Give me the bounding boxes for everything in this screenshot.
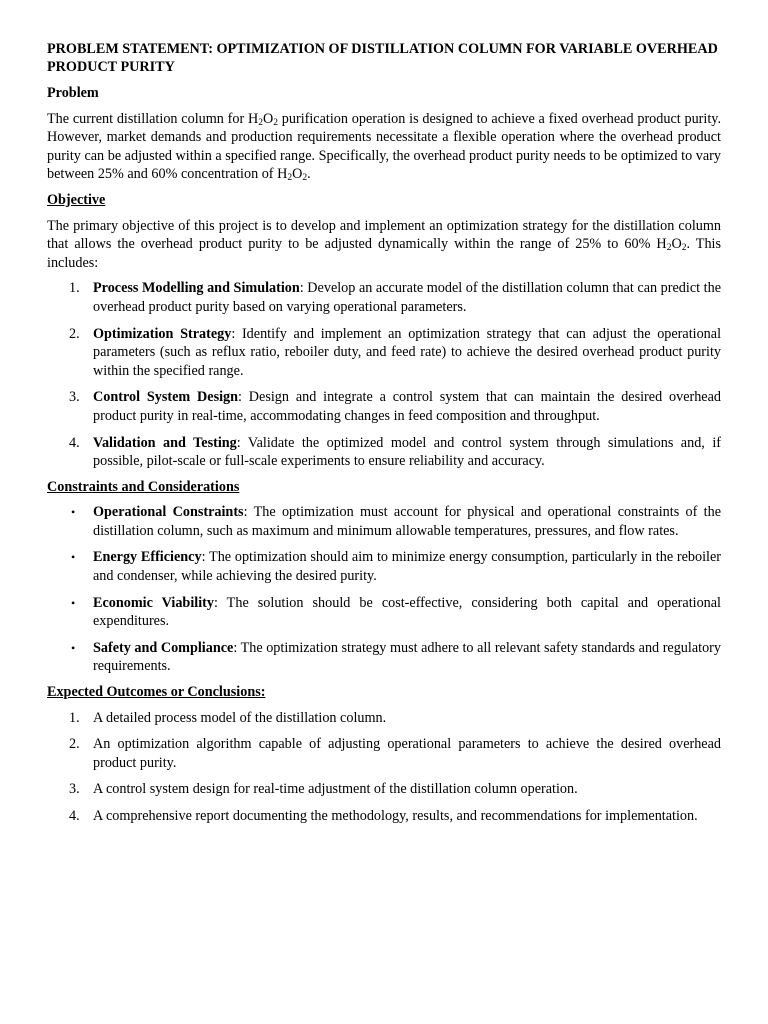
list-number: 2.: [69, 325, 80, 342]
list-number: 2.: [69, 736, 80, 753]
objective-item-term: Control System Design: [93, 389, 239, 406]
constraints-list: [47, 503, 721, 676]
problem-paragraph: [47, 110, 721, 184]
problem-text-1: The current distillation column for H: [47, 110, 259, 127]
bullet-icon: •: [71, 550, 76, 565]
problem-text-2: O: [262, 110, 274, 127]
list-number: 4.: [69, 808, 80, 824]
constraint-item: [47, 639, 721, 676]
objective-text-2: O: [671, 236, 682, 253]
objective-item-term: Validation and Testing: [93, 434, 237, 451]
objective-list: [47, 279, 721, 470]
document-page: [47, 40, 721, 833]
objective-paragraph: [47, 217, 721, 273]
problem-heading: Problem: [47, 85, 99, 101]
outcome-item: [47, 709, 721, 728]
objective-subscript-2: 2: [681, 243, 687, 254]
objective-item: [47, 325, 721, 381]
constraint-item-text: : The optimization must account for physical and operational constraints of the distillation column, such as maximum and minimum allowable temperatures, pressures, and flow rates.: [93, 504, 722, 539]
constraint-item-text: : The optimization should aim to minimize energy consumption, particularly in the reboiler and condenser, while achieving the desired purity.: [93, 549, 721, 585]
objective-item: [47, 434, 721, 471]
problem-text-3: purification operation is designed to achieve a fixed overhead product purity. However, market demands and production requirements necessitate a flexible operation where the overhead product purity can be adjusted within a specified range. Specifically, the overhead product purity needs to be optimized to vary between 25% and 60% concentration of H: [47, 110, 721, 183]
list-number: 1.: [69, 709, 80, 726]
list-number: 4.: [69, 434, 80, 451]
outcome-item: [47, 735, 721, 772]
constraint-item: [47, 548, 721, 585]
outcome-item: [47, 807, 721, 826]
objective-item-term: Optimization Strategy: [93, 325, 232, 342]
constraint-item-term: Safety and Compliance: [93, 639, 234, 656]
constraints-heading: Constraints and Considerations: [47, 478, 240, 495]
constraint-item-text: : The solution should be cost-effective, considering both capital and operational expenditures.: [93, 594, 721, 630]
objective-item-text: : Validate the optimized model and control system through simulations and, if possible, pilot-scale or full-scale experiments to ensure reliability and accuracy.: [93, 434, 721, 470]
problem-subscript-3: 2: [287, 173, 293, 184]
bullet-icon: •: [71, 505, 76, 520]
list-number: 1.: [69, 280, 80, 297]
problem-subscript-1: 2: [258, 117, 263, 128]
outcome-item-text: A comprehensive report documenting the methodology, results, and recommendations for implementation.: [93, 808, 698, 824]
objective-item-text: : Develop an accurate model of the distillation column that can predict the overhead product purity based on varying operational parameters.: [93, 280, 721, 315]
constraint-item-term: Energy Efficiency: [93, 549, 202, 566]
objective-heading: Objective: [47, 191, 106, 208]
objective-text-3: . This includes:: [47, 236, 721, 271]
constraint-item: [47, 503, 721, 540]
document-title: PROBLEM STATEMENT: OPTIMIZATION OF DISTILLATION COLUMN FOR VARIABLE OVERHEAD PRODUCT PURITY: [47, 41, 718, 75]
outcome-item-text: A detailed process model of the distillation column.: [93, 709, 387, 726]
problem-subscript-4: 2: [302, 173, 308, 184]
objective-item-text: : Identify and implement an optimization strategy that can adjust the operational parameters (such as reflux ratio, reboiler duty, and feed rate) to achieve the desired overhead product purity within the specified range.: [93, 325, 722, 379]
outcome-item-text: A control system design for real-time adjustment of the distillation column operation.: [93, 781, 578, 798]
bullet-icon: •: [71, 640, 76, 655]
constraint-item-text: : The optimization strategy must adhere to all relevant safety standards and regulatory requirements.: [93, 639, 721, 675]
constraint-item-term: Operational Constraints: [93, 504, 244, 521]
outcomes-list: [47, 709, 721, 826]
problem-text-4: O: [292, 166, 303, 183]
outcome-item: [47, 780, 721, 799]
problem-text-5: .: [307, 166, 311, 183]
bullet-icon: •: [71, 595, 76, 610]
outcome-item-text: An optimization algorithm capable of adjusting operational parameters to achieve the desired overhead product purity.: [93, 736, 721, 771]
constraint-item: [47, 594, 721, 631]
constraint-item-term: Economic Viability: [93, 594, 214, 611]
problem-subscript-2: 2: [273, 117, 278, 128]
objective-item-text: : Design and integrate a control system that can maintain the desired overhead product purity in real-time, accommodating changes in feed composition and throughput.: [93, 389, 721, 424]
list-number: 3.: [69, 781, 80, 798]
outcomes-heading: Expected Outcomes or Conclusions:: [47, 684, 266, 701]
objective-subscript-1: 2: [666, 243, 672, 254]
objective-item-term: Process Modelling and Simulation: [93, 280, 300, 297]
objective-item: [47, 388, 721, 425]
objective-item: [47, 279, 721, 316]
objective-text-1: The primary objective of this project is to develop and implement an optimization strategy for the distillation column that allows the overhead product purity to be adjusted dynamically within the range of 25% to 60% H: [47, 217, 721, 253]
list-number: 3.: [69, 389, 80, 406]
